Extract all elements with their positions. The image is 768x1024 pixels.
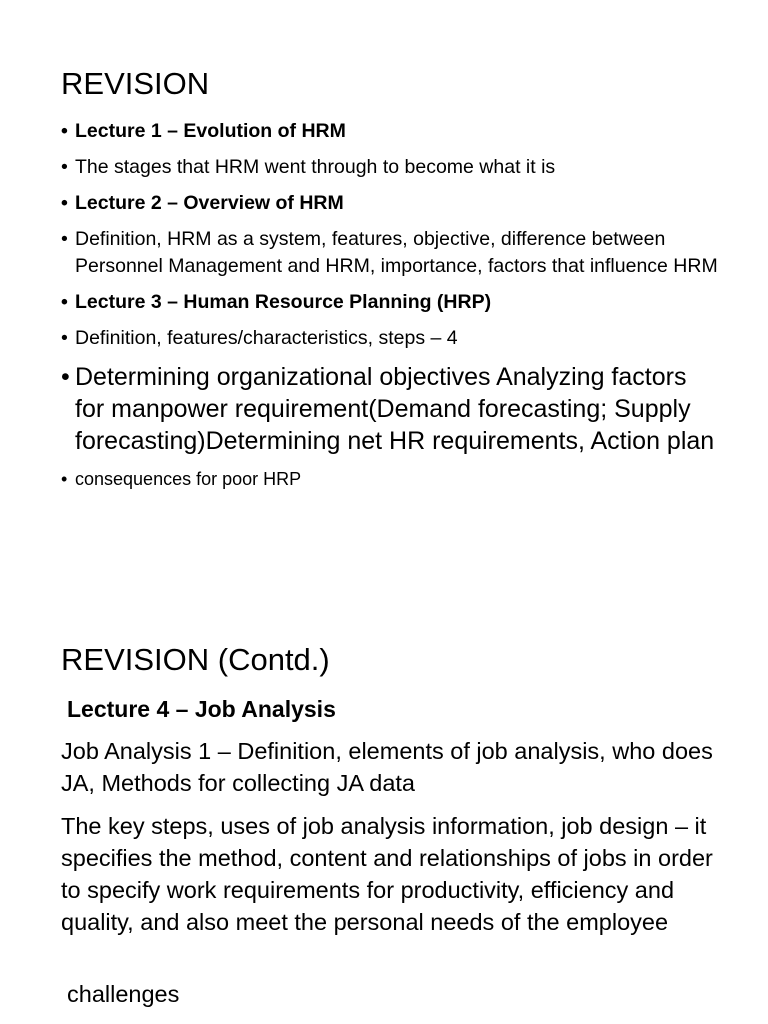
bullet-icon: • [61,156,68,178]
bullet-icon: • [61,120,68,142]
list-item-lecture-1-detail [61,154,721,181]
list-item-lecture-3 [61,289,721,316]
bullet-text: Lecture 2 – Overview of HRM [75,192,344,214]
bullet-text: Definition, features/characteristics, steps – 4 [75,327,458,349]
list-item-hrp-consequences [61,466,721,492]
bullet-text: Definition, HRM as a system, features, objective, difference between Personnel Management and HRM, importance, factors that influence HRM [75,228,718,277]
list-item-lecture-2-detail [61,226,721,280]
slide-title: REVISION (Contd.) [61,642,330,677]
bullet-text: Lecture 1 – Evolution of HRM [75,120,346,142]
bullet-icon: • [61,291,68,313]
job-analysis-paragraph: Job Analysis 1 – Definition, elements of job analysis, who does JA, Methods for collecting JA data [61,738,713,796]
list-item-lecture-2 [61,190,721,217]
list-item-lecture-1 [61,118,721,145]
list-item-hrp-steps [61,361,721,457]
bullet-icon: • [61,192,68,214]
slide-title: REVISION [61,66,210,101]
bullet-icon: • [61,469,68,489]
revision-contd-slide [0,590,768,1024]
bullet-text: Lecture 3 – Human Resource Planning (HRP) [75,291,492,313]
bullet-text: The stages that HRM went through to become what it is [75,156,556,178]
bullet-icon: • [61,327,68,349]
key-steps-paragraph: The key steps, uses of job analysis information, job design – it specifies the method, content and relationships of jobs in order to specify work requirements for productivity, efficiency and quality, and also meet the personal needs of the employee [61,813,713,935]
bullet-icon: • [61,363,70,391]
challenges-text: challenges [67,981,180,1007]
bullet-text: consequences for poor HRP [75,469,302,489]
bullet-icon: • [61,228,68,250]
list-item-lecture-3-detail [61,325,721,352]
bullet-text: Determining organizational objectives Analyzing factors for manpower requirement(Demand forecasting; Supply forecasting)Determining net HR requirements, Action plan [75,363,715,455]
lecture-4-heading: Lecture 4 – Job Analysis [67,696,336,722]
revision-bullet-list [61,118,721,492]
